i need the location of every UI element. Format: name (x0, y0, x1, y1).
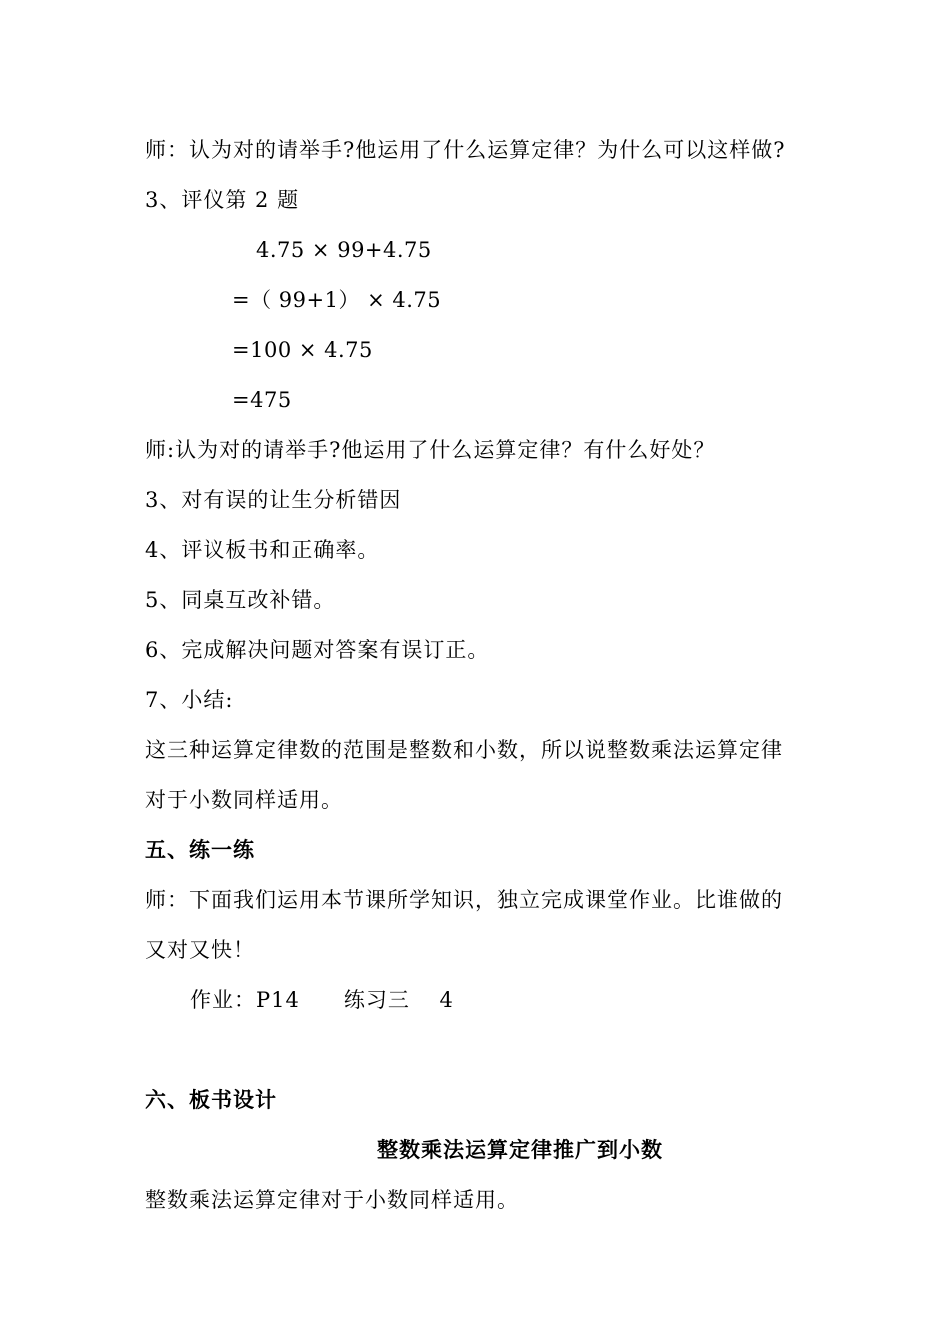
homework-line: 作业：P14 练习三 4 (190, 988, 454, 1012)
teacher-instruction-1: 师：下面我们运用本节课所学知识，独立完成课堂作业。比谁做的 (145, 888, 783, 912)
step-review-board: 4、评议板书和正确率。 (145, 538, 380, 562)
section-heading-board-design: 六、板书设计 (145, 1087, 277, 1112)
summary-text-2: 对于小数同样适用。 (145, 788, 343, 812)
board-title: 整数乘法运算定律推广到小数 (377, 1137, 663, 1162)
step-peer-correction: 5、同桌互改补错。 (145, 588, 336, 612)
teacher-question-1: 师：认为对的请举手?他运用了什么运算定律？为什么可以这样做? (145, 138, 786, 162)
teacher-question-2: 师:认为对的请举手?他运用了什么运算定律？有什么好处？ (145, 438, 716, 462)
teacher-instruction-2: 又对又快！ (145, 938, 255, 962)
board-text: 整数乘法运算定律对于小数同样适用。 (145, 1188, 519, 1212)
step-summary: 7、小结: (145, 688, 234, 712)
calc-line-3: =100 × 4.75 (232, 338, 373, 362)
calc-line-4: =475 (232, 388, 292, 412)
calc-line-2: =（ 99+1） × 4.75 (232, 288, 442, 312)
step-review-question-2: 3、评仪第 2 题 (145, 188, 300, 212)
step-analyze-errors: 3、对有误的让生分析错因 (145, 488, 402, 512)
step-complete-problems: 6、完成解决问题对答案有误订正。 (145, 638, 490, 662)
section-heading-practice: 五、练一练 (145, 837, 255, 862)
summary-text-1: 这三种运算定律数的范围是整数和小数，所以说整数乘法运算定律 (145, 738, 783, 762)
calc-line-1: 4.75 × 99+4.75 (256, 238, 432, 262)
